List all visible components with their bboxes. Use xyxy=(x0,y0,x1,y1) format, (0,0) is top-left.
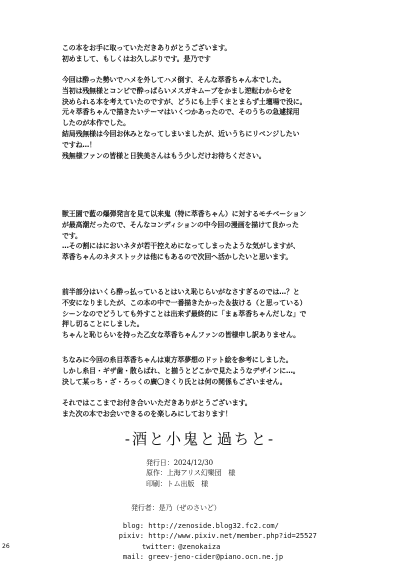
text-line: しかし糸目・ギザ歯・散らばれ、と揃うとどこかで見たようなデザインに…。 xyxy=(62,366,300,375)
text-line: また次の本でお会いできるのを楽しみにしております！ xyxy=(62,409,232,418)
blog-url[interactable]: http://zenoside.blog32.fc2.com/ xyxy=(148,522,279,530)
text-line: 今回は酔った勢いでハメを外してハメ倒す、そんな萃香ちゃん本でした。 xyxy=(62,76,286,84)
publish-date: 発行日：2024/12/30 xyxy=(146,459,213,467)
afterword-paragraph-3 xyxy=(62,209,382,263)
text-line: ですね…！ xyxy=(62,140,96,149)
pixiv-label: pixiv: xyxy=(118,532,144,541)
mail-row xyxy=(112,552,392,562)
publisher-line xyxy=(131,503,221,514)
afterword-paragraph-1 xyxy=(62,43,382,65)
blog-label: blog: xyxy=(122,522,144,530)
pixiv-url[interactable]: http://www.pixiv.net/member.php?id=25527 xyxy=(148,532,317,541)
book-title: -酒と小鬼と過ちと- xyxy=(124,430,276,448)
mail-label: mail: xyxy=(122,553,144,562)
twitter-row xyxy=(112,542,392,552)
text-line: ちゃんと恥じらいを持った乙女な萃香ちゃんファンの皆様申し訳ありません。 xyxy=(62,331,300,340)
blog-row xyxy=(112,521,392,531)
twitter-handle[interactable]: @zenokaiza xyxy=(178,542,221,551)
publisher-name: 発行者：是乃（ぜのさいど） xyxy=(131,504,221,512)
printer-credit: 印刷：トム出版 様 xyxy=(146,479,209,488)
afterword-paragraph-6 xyxy=(62,398,382,420)
colophon xyxy=(146,458,346,489)
afterword-paragraph-4 xyxy=(62,287,382,341)
text-line: 押し切ることにしました。 xyxy=(62,320,144,329)
twitter-label: twitter: xyxy=(142,542,176,551)
text-line: が最高潮だったので、そんなコンディションの中今回の漫画を描けて良かった xyxy=(62,220,299,229)
mail-address[interactable]: greev-jeno-cider@piano.ocn.ne.jp xyxy=(148,553,284,562)
text-line: 残無様ファンの皆様と日狭美さんはもう少しだけお待ちください。 xyxy=(62,151,266,160)
text-line: 元々萃香ちゃんで描きたいテーマはいくつかあったので、そのうちの急遽採用 xyxy=(62,108,300,117)
text-line: …その割にはにおいネタが若干控えめになってしまったような気がしますが、 xyxy=(62,242,300,251)
page-number: 26 xyxy=(2,543,10,550)
text-line: 萃香ちゃんのネタストックは他にもあるので次回へ活かしたいと思います。 xyxy=(62,253,293,262)
contact-links xyxy=(112,521,392,563)
afterword-paragraph-2 xyxy=(62,75,382,161)
text-line: 結局残無様は今回お休みとなってしまいましたが、近いうちにリベンジしたい xyxy=(62,129,300,138)
text-line: シーンなのでどうしても外すことは出来ず最終的に「まぁ萃香ちゃんだしな」で xyxy=(62,309,307,318)
text-line: したのが本作でした。 xyxy=(62,119,130,128)
text-line: 決められる本を考えていたのですが、どうにも上手くまとまらず土壇場で没に。 xyxy=(62,97,307,106)
text-line: 獣王園で藍の爆弾発言を見て以来鬼（特に萃香ちゃん）に対するモチベーション xyxy=(62,210,307,218)
text-line: 当初は残無様とコンビで酔っぱらいメスガキムーブをかまし逆転わからせを xyxy=(62,86,292,95)
text-line: 決して某っち・ざ・ろっくの廣〇きくり氏とは何の関係もございません。 xyxy=(62,377,287,386)
text-line: ちなみに今回の糸目萃香ちゃんは東方萃夢想のドット絵を参考にしました。 xyxy=(62,356,293,364)
text-line: それではここまでお付き合いいただきありがとうございます。 xyxy=(62,399,252,407)
text-line: です。 xyxy=(62,231,82,240)
text-line: 前半部分はいくら酔っ払っているとはいえ恥じらいがなさすぎるのでは…？と xyxy=(62,288,300,296)
afterword-paragraph-5 xyxy=(62,355,382,387)
original-work-credit: 原作：上海アリス幻樂団 様 xyxy=(146,469,236,478)
text-line: 不安になりましたが、この本の中で一番描きたかった＆抜ける（と思っている） xyxy=(62,298,307,307)
text-line: この本をお手に取っていただきありがとうございます。 xyxy=(62,44,232,52)
pixiv-row xyxy=(112,531,392,541)
text-line: 初めまして、もしくはお久しぶりです。是乃です xyxy=(62,54,211,63)
